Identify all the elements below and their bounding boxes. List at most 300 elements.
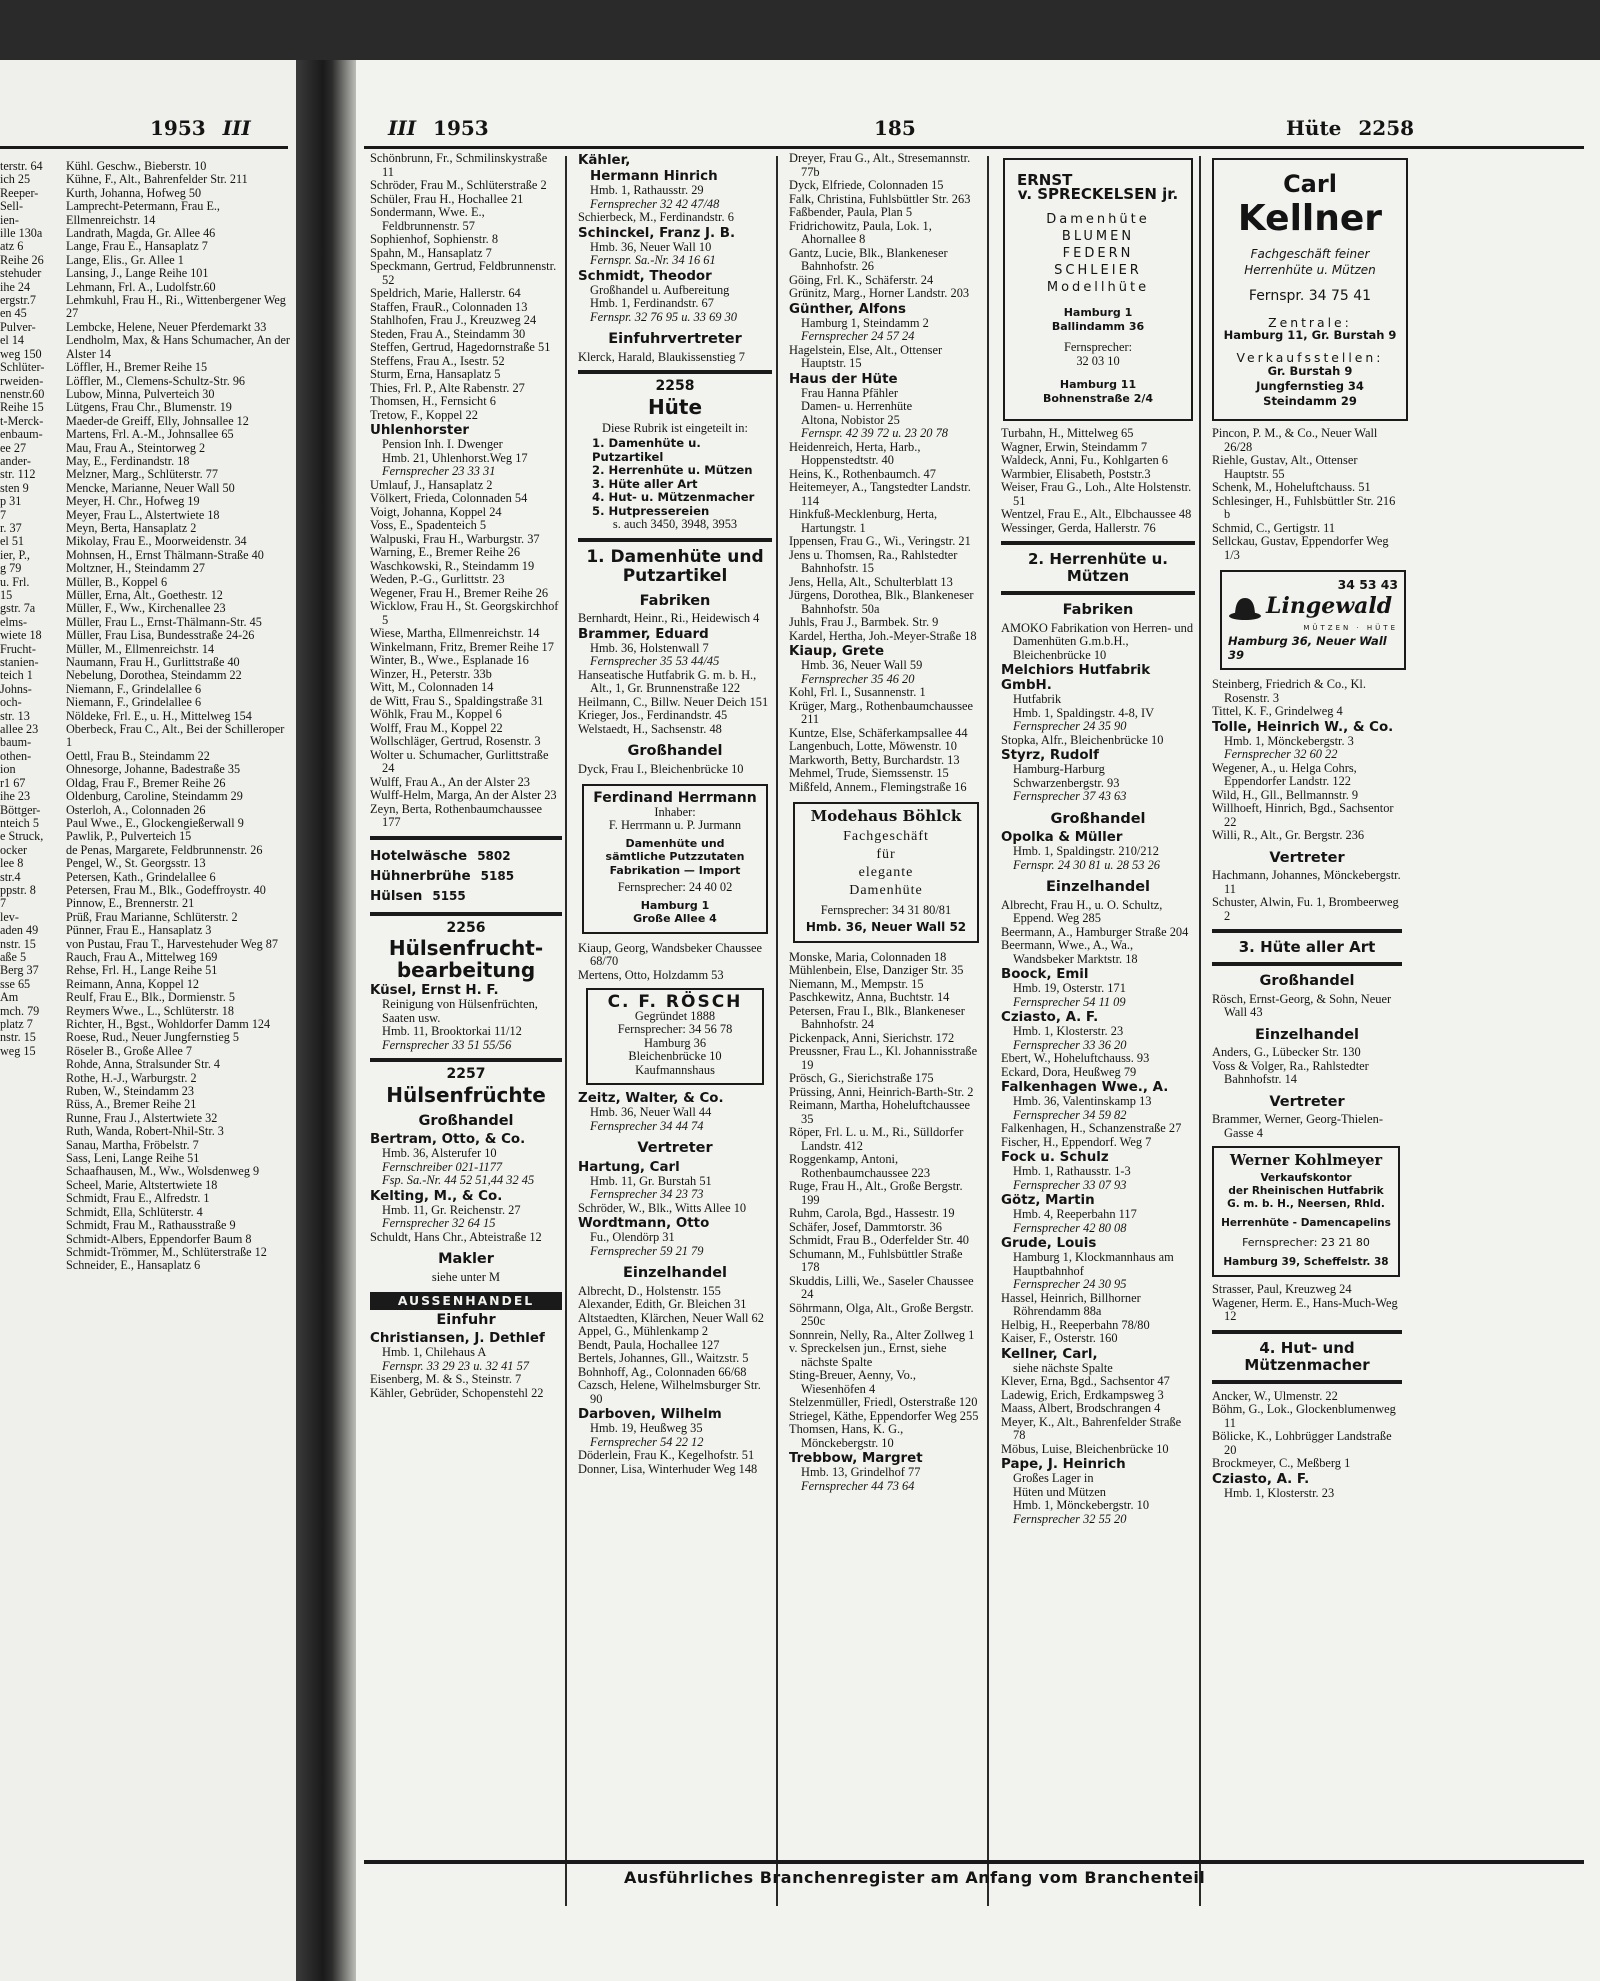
- listing-entry: Böhm, G., Lok., Glockenblumenweg 11: [1212, 1402, 1396, 1430]
- listing-line: Hamburg-Harburg: [1013, 762, 1105, 776]
- edge-fragment: ien-: [0, 212, 19, 227]
- listing-entry: Bohnhoff, Ag., Colonnaden 66/68: [578, 1364, 747, 1379]
- right-header-code: 2258: [1358, 116, 1415, 140]
- listing-phone: Fernsprecher 59 21 79: [590, 1243, 704, 1258]
- listing-entry: Wolff, Frau M., Koppel 22: [370, 720, 503, 735]
- listing-entry: Mikolay, Frau E., Moorweidenstr. 34: [66, 534, 247, 549]
- listing-name: Tolle, Heinrich W., & Co.: [1212, 719, 1394, 735]
- listing-line: Hmb. 1, Ferdinandstr. 67: [590, 296, 714, 310]
- edge-fragment: nteich 5: [0, 815, 39, 830]
- edge-fragment: othen-: [0, 748, 32, 763]
- left-header-roman: III: [222, 116, 251, 140]
- listing-entry: Pickenpack, Anni, Sierichstr. 172: [789, 1030, 955, 1045]
- listing-entry: Schmidt, Frau E., Alfredstr. 1: [66, 1191, 210, 1206]
- listing-entry: Bertels, Johannes, Gll., Waitzstr. 5: [578, 1351, 749, 1365]
- listing-entry: Krieger, Jos., Ferdinandstr. 45: [578, 708, 728, 722]
- listing-entry: Rehse, Frl. H., Lange Reihe 51: [66, 963, 218, 978]
- left-header-rule: [0, 146, 288, 149]
- listing-entry: Riehle, Gustav, Alt., Ottenser Hauptstr. 55: [1212, 453, 1358, 481]
- listing-entry: Stelzenmüller, Friedl, Osterstraße 120: [789, 1395, 978, 1409]
- rubric-reference: s. auch 3450, 3948, 3953: [612, 517, 738, 531]
- edge-fragment: Böttger-: [0, 802, 41, 817]
- listing-phone: Fernsprecher 32 55 20: [1013, 1511, 1127, 1526]
- edge-fragment: e Struck,: [0, 829, 44, 844]
- subsection-heading: Einfuhr: [436, 1311, 496, 1328]
- column-4: [1001, 152, 1195, 1526]
- listing-entry: Meyer, H. Chr., Hofweg 19: [66, 494, 200, 509]
- edge-fragment: str.4: [0, 869, 21, 884]
- listing-entry: Wollschläger, Gertrud, Rosenstr. 3: [370, 734, 541, 748]
- listing-entry: Rauch, Frau A., Mittelweg 169: [66, 949, 218, 964]
- listing-entry: Falk, Christina, Fuhlsbüttler Str. 263: [789, 191, 971, 206]
- edge-fragment: ander-: [0, 453, 31, 468]
- section-banner: AUSSENHANDEL: [370, 1292, 562, 1310]
- listing-entry: Heidenreich, Herta, Harb., Hoppenstedtstr. 40: [789, 439, 921, 467]
- listing-entry: Müller, Erna, Alt., Goethestr. 12: [66, 588, 223, 602]
- listing-entry: Pünner, Frau E., Hansaplatz 3: [66, 923, 212, 938]
- subsection-heading: Vertreter: [1269, 1093, 1345, 1110]
- subsection-title: 1. Damenhüte und Putzartikel: [586, 546, 764, 586]
- left-page-header: [150, 116, 251, 140]
- section-rule: [1001, 541, 1195, 545]
- section-rule: [1212, 962, 1402, 966]
- ad-line: Jungfernstieg 34: [1256, 379, 1364, 393]
- listing-entry: Voigt, Johanna, Koppel 24: [370, 504, 502, 519]
- listing-entry: Ancker, W., Ulmenstr. 22: [1212, 1388, 1338, 1403]
- ad-subtitle: Herrenhüte - Damencapelins: [1221, 1216, 1391, 1229]
- listing-entry: Nöldeke, Frl. E., u. H., Mittelweg 154: [66, 708, 252, 723]
- listing-entry: Oldag, Frau F., Bremer Reihe 26: [66, 775, 226, 790]
- listing-name: Styrz, Rudolf: [1001, 748, 1099, 763]
- listing-name: Kellner, Carl,: [1001, 1346, 1098, 1362]
- section-number: 2257: [446, 1066, 486, 1082]
- listing-entry: Kohl, Frl. I., Susannenstr. 1: [789, 685, 926, 699]
- section-rule: [578, 538, 772, 542]
- listing-entry: Albrecht, Frau H., u. O. Schultz, Eppend. Weg 285: [1001, 897, 1163, 925]
- listing-entry: Schmidt-Albers, Eppendorfer Baum 8: [66, 1231, 252, 1246]
- subsection-heading: Großhandel: [1050, 810, 1146, 827]
- column-2: [578, 152, 772, 1476]
- subsection-heading: Großhandel: [1259, 973, 1355, 989]
- listing-entry: Schenk, M., Hoheluftchauss. 51: [1212, 480, 1371, 494]
- listing-entry: v. Spreckelsen jun., Ernst, siehe nächste Spalte: [789, 1341, 947, 1369]
- listing-entry: Beermann, A., Hamburger Straße 204: [1001, 924, 1189, 939]
- edge-fragment: sten 9: [0, 480, 29, 495]
- ad-line: Fabrikation — Import: [609, 863, 741, 877]
- edge-fragment: Reihe 15: [0, 400, 44, 415]
- right-header-roman: III: [388, 116, 417, 140]
- listing-entry: Völkert, Frieda, Colonnaden 54: [370, 491, 528, 505]
- listing-entry: Schumann, M., Fuhlsbüttler Straße 178: [789, 1246, 963, 1274]
- listing-entry: Steffens, Frau A., Isestr. 52: [370, 353, 505, 368]
- listing-entry: Lamprecht-Petermann, Frau E., Ellmenreichstr. 14: [66, 199, 220, 227]
- listing-entry: Altstaedten, Klärchen, Neuer Wall 62: [578, 1310, 764, 1325]
- section-number: 2256: [446, 919, 486, 936]
- listing-entry: Möbus, Luise, Bleichenbrücke 10: [1001, 1441, 1169, 1456]
- listing-entry: Schäfer, Josef, Dammtorstr. 36: [789, 1219, 942, 1234]
- listing-entry: Willi, R., Alt., Gr. Bergstr. 236: [1212, 828, 1365, 842]
- column-rule: [565, 156, 567, 1906]
- ad-line: Damenhüte: [849, 882, 923, 898]
- listing-entry: Schröder, W., Blk., Witts Allee 10: [578, 1200, 747, 1215]
- listing-entry: Kühl. Geschw., Bieberstr. 10: [66, 159, 207, 173]
- edge-fragment: allee 23: [0, 722, 39, 737]
- listing-line: Hmb. 36, Neuer Wall 10: [590, 239, 712, 254]
- listing-entry: Sturm, Erna, Hansaplatz 5: [370, 367, 501, 381]
- subsection-heading: Großhandel: [418, 1112, 514, 1129]
- subsection-title: 4. Hut- und Mützenmacher: [1244, 1338, 1370, 1374]
- listing-entry: Thies, Frl. P., Alte Rabenstr. 27: [370, 380, 525, 395]
- listing-name: Hartung, Carl: [578, 1159, 680, 1175]
- listing-entry: Ohnesorge, Johanne, Badestraße 35: [66, 762, 241, 777]
- listing-entry: Hanseatische Hutfabrik G. m. b. H., Alt., 1, Gr. Brunnenstraße 122: [578, 667, 757, 695]
- listing-entry: Schlesinger, H., Fuhlsbüttler Str. 216 b: [1212, 493, 1396, 521]
- listing-entry: Falkenhagen, H., Schanzenstraße 27: [1001, 1121, 1182, 1135]
- right-header-year: 1953: [433, 116, 489, 140]
- listing-entry: Martens, Frl. A.-M., Johnsallee 65: [66, 427, 234, 442]
- edge-fragment: ion: [0, 762, 16, 777]
- listing-line: Hmb. 1, Rathausstr. 1-3: [1013, 1164, 1131, 1178]
- listing-entry: Schmidt-Trömmer, M., Schlüterstraße 12: [66, 1244, 267, 1259]
- listing-entry: Brockmeyer, C., Meßberg 1: [1212, 1456, 1351, 1470]
- listing-entry: de Penas, Margarete, Feldbrunnenstr. 26: [66, 842, 263, 857]
- listing-line: Hmb. 19, Osterstr. 171: [1013, 981, 1126, 995]
- ad-line: Fernsprecher: 34 56 78: [617, 1022, 733, 1036]
- listing-entry: Prösch, G., Sierichstraße 175: [789, 1071, 934, 1085]
- edge-fragment: str. 13: [0, 708, 30, 723]
- section-rule: [1001, 591, 1195, 595]
- subsection-title: 2. Herrenhüte u. Mützen: [1027, 550, 1169, 585]
- edge-fragment: r1 67: [0, 775, 26, 790]
- edge-fragment: p 31: [0, 494, 22, 509]
- listing-entry: Turbahn, H., Mittelweg 65: [1001, 426, 1134, 440]
- advertisement-lingewald: [1220, 570, 1406, 670]
- listing-entry: Alexander, Edith, Gr. Bleichen 31: [578, 1297, 747, 1311]
- listing-entry: Ruben, W., Steindamm 23: [66, 1084, 194, 1099]
- section-rule: [578, 370, 772, 374]
- listing-entry: Klerck, Harald, Blaukissenstieg 7: [578, 349, 745, 364]
- listing-entry: Schierbeck, M., Ferdinandstr. 6: [578, 210, 734, 224]
- footer-rule: [364, 1860, 1584, 1864]
- listing-entry: Voss, E., Spadenteich 5: [370, 518, 487, 532]
- listing-entry: Sass, Leni, Lange Reihe 51: [66, 1151, 200, 1166]
- listing-line: Hmb. 1, Mönckebergstr. 10: [1013, 1498, 1150, 1512]
- listing-line: Hmb. 1, Rathausstr. 29: [590, 183, 704, 197]
- listing-entry: Wulff-Helm, Marga, An der Alster 23: [370, 788, 557, 802]
- subsection-heading: Fabriken: [1062, 602, 1134, 618]
- listing-entry: Müller, Frau Lisa, Bundesstraße 24-26: [66, 628, 255, 643]
- listing-phone: Fernsprecher 35 53 44/45: [590, 654, 720, 668]
- listing-name: Kiaup, Grete: [789, 644, 885, 659]
- ad-line: Modellhüte: [1046, 280, 1150, 295]
- column-5: [1212, 152, 1412, 1500]
- listing-entry: Kardel, Hertha, Joh.-Meyer-Straße 18: [789, 628, 977, 643]
- listing-name: Götz, Martin: [1001, 1193, 1095, 1208]
- listing-entry: Röper, Frl. L. u. M., Ri., Sülldorfer Landstr. 412: [789, 1125, 964, 1153]
- ad-title: Kellner: [1237, 198, 1383, 239]
- listing-entry: Müller, Frau L., Ernst-Thälmann-Str. 45: [66, 614, 262, 629]
- advertisement-spreckelsen: [1003, 158, 1193, 421]
- listing-entry: Lehmkuhl, Frau H., Ri., Wittenbergener Weg 27: [66, 293, 286, 321]
- edge-fragment: ocker: [0, 842, 28, 857]
- ad-line: Inhaber:: [654, 804, 696, 819]
- listing-entry: Oettl, Frau B., Steindamm 22: [66, 748, 210, 763]
- column-rule: [1199, 156, 1201, 1906]
- listing-entry: Wiese, Martha, Ellmenreichstr. 14: [370, 626, 540, 640]
- listing-phone: Fernsprecher 44 73 64: [801, 1478, 915, 1493]
- section-title: Hülsenfrüchte: [386, 1082, 546, 1107]
- ad-phone: 32 03 10: [1076, 353, 1120, 368]
- listing-entry: Donner, Lisa, Winterhuder Weg 148: [578, 1461, 758, 1476]
- listing-entry: Reimann, Anna, Koppel 12: [66, 976, 200, 991]
- listing-entry: Dyck, Frau I., Bleichenbrücke 10: [578, 761, 744, 776]
- listing-entry: Skuddis, Lilli, We., Saseler Chaussee 24: [789, 1273, 974, 1301]
- ad-line: Bohnenstraße 2/4: [1042, 391, 1154, 405]
- listing-name: Küsel, Ernst H. F.: [370, 983, 499, 998]
- listing-entry: Oldenburg, Caroline, Steindamm 29: [66, 789, 243, 804]
- edge-fragment: stanien-: [0, 655, 39, 670]
- ad-phone: Fernsprecher: 34 31 80/81: [820, 902, 952, 917]
- listing-entry: Niemann, F., Grindelallee 6: [66, 681, 202, 696]
- section-rule: [1212, 1380, 1402, 1384]
- listing-phone: Fernspr. Sa.-Nr. 34 16 61: [590, 253, 716, 267]
- listing-name: Cziasto, A. F.: [1001, 1010, 1099, 1025]
- edge-fragment: rweiden-: [0, 373, 44, 388]
- listing-phone: Fernsprecher 33 51 55/56: [382, 1037, 512, 1052]
- advertisement-kellner: [1212, 158, 1408, 421]
- listing-phone: Fernsprecher 34 59 82: [1013, 1107, 1127, 1122]
- listing-entry: Steinberg, Friedrich & Co., Kl. Rosenstr. 3: [1212, 677, 1366, 705]
- listing-entry: Preussner, Frau L., Kl. Johannisstraße 19: [789, 1044, 978, 1072]
- subsection-heading: Einzelhandel: [1254, 1026, 1360, 1043]
- listing-entry: Wentzel, Frau E., Alt., Elbchaussee 48: [1001, 507, 1192, 521]
- listing-line: Schwarzenbergstr. 93: [1013, 775, 1120, 790]
- listing-name: Bertram, Otto, & Co.: [370, 1132, 526, 1147]
- ad-title: Ferdinand Herrmann: [593, 790, 757, 806]
- listing-entry: Lansing, J., Lange Reihe 101: [66, 266, 209, 281]
- listing-line: Hmb. 19, Heußweg 35: [590, 1421, 703, 1435]
- listing-entry: Reulf, Frau E., Blk., Dormienstr. 5: [66, 990, 235, 1005]
- listing-entry: Rüss, A., Bremer Reihe 21: [66, 1097, 197, 1112]
- section-rule: [370, 1058, 562, 1062]
- listing-line: Altona, Nobistor 25: [801, 412, 900, 427]
- listing-entry: Meyn, Berta, Hansaplatz 2: [66, 520, 197, 535]
- listing-entry: Nebelung, Dorothea, Steindamm 22: [66, 668, 242, 683]
- listing-entry: Mühlenbein, Else, Danziger Str. 35: [789, 963, 964, 977]
- listing-entry: Strasser, Paul, Kreuzweg 24: [1212, 1282, 1352, 1296]
- listing-entry: Grünitz, Marg., Horner Landstr. 203: [789, 286, 970, 300]
- ad-address: Hamburg 11, Gr. Burstah 9: [1223, 328, 1397, 342]
- listing-entry: Fridrichowitz, Paula, Lok. 1, Ahornallee 8: [789, 218, 932, 246]
- listing-line: Hmb. 36, Holstenwall 7: [590, 640, 709, 655]
- ad-line: Gr. Burstah 9: [1267, 364, 1353, 378]
- listing-name: Kelting, M., & Co.: [370, 1188, 503, 1204]
- listing-entry: Wagner, Erwin, Steindamm 7: [1001, 439, 1148, 454]
- ad-title: ERNST: [1017, 171, 1073, 189]
- listing-entry: Bölicke, K., Lohbrügger Landstraße 20: [1212, 1429, 1392, 1457]
- edge-fragment: ee 27: [0, 440, 27, 455]
- listing-entry: Witt, M., Colonnaden 14: [370, 680, 494, 694]
- subsection-title: 3. Hüte aller Art: [1238, 938, 1376, 956]
- listing-phone: Fernsprecher 33 36 20: [1013, 1037, 1127, 1052]
- listing-entry: Pinnow, E., Brennerstr. 21: [66, 896, 195, 911]
- listing-line: Pension Inh. I. Dwenger: [382, 437, 503, 451]
- listing-phone: Fernsprecher 35 46 20: [801, 671, 915, 686]
- listing-line: Fu., Olendörp 31: [590, 1230, 675, 1244]
- hat-icon: [1228, 592, 1262, 622]
- listing-entry: Mohnsen, H., Ernst Thälmann-Straße 40: [66, 547, 264, 562]
- ad-line: Hamburg 11: [1059, 378, 1137, 391]
- advertisement-kohlmeyer: [1212, 1146, 1400, 1277]
- listing-entry: Wöhlk, Frau M., Koppel 6: [370, 707, 502, 721]
- page-number: 185: [874, 116, 916, 140]
- listing-entry: Monske, Maria, Colonnaden 18: [789, 949, 947, 964]
- listing-entry: Weiser, Frau G., Loh., Alte Holstenstr. 51: [1001, 480, 1192, 508]
- listing-entry: Hassel, Heinrich, Billhorner Röhrendamm 88a: [1001, 1290, 1141, 1318]
- listing-phone: Fernsprecher 42 80 08: [1013, 1220, 1127, 1235]
- edge-fragment: gstr. 7a: [0, 601, 36, 616]
- listing-phone: Fernschreiber 021-1177: [382, 1159, 503, 1174]
- listing-entry: Schmidt, Frau B., Oderfelder Str. 40: [789, 1233, 969, 1247]
- listing-entry: Juhls, Frau J., Barmbek. Str. 9: [789, 615, 939, 629]
- left-header-year: 1953: [150, 116, 206, 140]
- ad-line: Herrenhüte u. Mützen: [1244, 263, 1376, 277]
- edge-fragment: enbaum-: [0, 427, 43, 442]
- listing-entry: Sondermann, Wwe. E., Feldbrunnenstr. 57: [370, 205, 485, 233]
- column-1: [370, 152, 562, 1400]
- listing-phone: Fernsprecher 32 60 22: [1224, 747, 1338, 761]
- edge-fragment: el 14: [0, 333, 25, 348]
- listing-phone: Fsp. Sa.-Nr. 44 52 51,44 32 45: [382, 1173, 535, 1187]
- listing-entry: Paschkewitz, Anna, Buchtstr. 14: [789, 990, 950, 1004]
- listing-entry: Meyer, K., Alt., Bahrenfelder Straße 78: [1001, 1414, 1182, 1442]
- reference-label: Hülsen: [370, 887, 423, 904]
- listing-entry: Scheel, Marie, Altstertwiete 18: [66, 1177, 218, 1192]
- edge-fragment: Sell-: [0, 199, 24, 214]
- edge-fragment: platz 7: [0, 1017, 33, 1031]
- edge-fragment: Berg 37: [0, 963, 39, 978]
- right-header-left: [388, 116, 489, 140]
- ad-line: Damenhüte: [1046, 212, 1150, 227]
- edge-fragment: t-Merck-: [0, 413, 44, 428]
- listing-entry: Gantz, Lucie, Blk., Blankeneser Bahnhofstr. 26: [789, 245, 948, 273]
- listing-entry: Cazsch, Helene, Wilhelmsburger Str. 90: [578, 1378, 761, 1406]
- section-rule: [1212, 1330, 1402, 1334]
- right-header-rule: [364, 146, 1584, 149]
- edge-fragment: Frucht-: [0, 641, 36, 656]
- edge-fragment: en 45: [0, 306, 27, 321]
- section-title: Hülsenfrucht-bearbeitung: [388, 936, 544, 982]
- listing-entry: Speckmann, Gertrud, Feldbrunnenstr. 52: [370, 259, 557, 287]
- listing-phone: Fernspr. 33 29 23 u. 32 41 57: [382, 1358, 529, 1373]
- listing-entry: Oberbeck, Frau C., Alt., Bei der Schilleroper 1: [66, 722, 285, 750]
- listing-entry: Roese, Rud., Neuer Jungfernstieg 5: [66, 1030, 239, 1045]
- ad-label: Zentrale:: [1268, 314, 1352, 330]
- listing-line: Hmb. 1, Spaldingstr. 4-8, IV: [1013, 705, 1155, 720]
- listing-entry: Sanau, Martha, Fröbelstr. 7: [66, 1137, 199, 1152]
- listing-entry: Niemann, M., Mempstr. 15: [789, 976, 924, 991]
- listing-name: Opolka & Müller: [1001, 830, 1123, 845]
- subsection-heading: Vertreter: [1269, 849, 1345, 866]
- listing-entry: Ruge, Frau H., Alt., Große Bergstr. 199: [789, 1179, 963, 1207]
- listing-entry: Kähler, Gebrüder, Schopenstehl 22: [370, 1385, 544, 1400]
- listing-entry: Wolter u. Schumacher, Gurlittstraße 24: [370, 747, 549, 775]
- rubric-item: 3. Hüte aller Art: [592, 476, 698, 491]
- edge-fragment: ier, P.,: [0, 547, 30, 562]
- listing-entry: Beermann, Wwe., A., Wa., Wandsbeker Marktstr. 18: [1001, 938, 1138, 966]
- listing-line: Hmb. 1, Mönckebergstr. 3: [1224, 733, 1354, 748]
- ad-line: Bleichenbrücke 10: [628, 1049, 722, 1063]
- listing-entry: Pengel, W., St. Georgsstr. 13: [66, 856, 206, 871]
- listing-line: Hamburg 1, Klockmannhaus am Hauptbahnhof: [1013, 1250, 1174, 1278]
- listing-entry: Prüssing, Anni, Heinrich-Barth-Str. 2: [789, 1084, 974, 1099]
- edge-fragment: Johns-: [0, 681, 32, 696]
- listing-entry: Sellckau, Gustav, Eppendorfer Weg 1/3: [1212, 534, 1389, 562]
- listing-entry: Steden, Frau A., Steindamm 30: [370, 326, 526, 341]
- listing-phone: Fernspr. 24 30 81 u. 28 53 26: [1013, 857, 1160, 872]
- edge-fragment: atz 6: [0, 239, 24, 254]
- listing-entry: Mertens, Otto, Holzdamm 53: [578, 967, 724, 982]
- column-3: [789, 152, 983, 1493]
- listing-line: Hmb. 36, Neuer Wall 44: [590, 1105, 712, 1119]
- listing-name: Hermann Hinrich: [590, 169, 718, 184]
- cross-reference: siehe nächste Spalte: [1013, 1360, 1113, 1375]
- listing-entry: Stopka, Alfr., Bleichenbrücke 10: [1001, 732, 1164, 747]
- listing-name: Falkenhagen Wwe., A.: [1001, 1080, 1169, 1095]
- listing-line: Hmb. 1, Spaldingstr. 210/212: [1013, 844, 1159, 858]
- edge-fragment: nenstr.60: [0, 386, 45, 401]
- listing-line: Hmb. 13, Grindelhof 77: [801, 1465, 921, 1479]
- listing-entry: Löffler, M., Clemens-Schultz-Str. 96: [66, 373, 246, 388]
- ad-line: Kaufmannshaus: [635, 1062, 715, 1077]
- listing-entry: AMOKO Fabrikation von Herren- und Damenhüten G.m.b.H., Bleichenbrücke 10: [1001, 620, 1194, 662]
- listing-entry: Petersen, Kath., Grindelallee 6: [66, 869, 216, 884]
- listing-name: Pape, J. Heinrich: [1001, 1457, 1126, 1472]
- listing-phone: Fernsprecher 34 44 74: [590, 1118, 704, 1133]
- listing-phone: Fernsprecher 34 23 73: [590, 1187, 704, 1201]
- listing-entry: Pincon, P. M., & Co., Neuer Wall 26/28: [1212, 426, 1378, 454]
- rubric-item: 1. Damenhüte u. Putzartikel: [592, 436, 701, 464]
- advertisement-boehlck: [793, 802, 979, 943]
- edge-fragment: el 51: [0, 534, 25, 549]
- listing-entry: Dyck, Elfriede, Colonnaden 15: [789, 178, 944, 192]
- edge-fragment: terstr. 64: [0, 160, 43, 173]
- listing-entry: Kaiser, F., Osterstr. 160: [1001, 1331, 1118, 1345]
- edge-fragment: weg 15: [0, 1043, 36, 1058]
- listing-entry: Heins, K., Rothenbaumch. 47: [789, 466, 936, 481]
- edge-fragment: 15: [0, 588, 13, 602]
- left-page: [0, 60, 296, 1981]
- listing-entry: Willhoeft, Hinrich, Bgd., Sachsentor 22: [1212, 801, 1394, 829]
- listing-entry: Ippensen, Frau G., Wi., Veringstr. 21: [789, 534, 971, 548]
- listing-entry: Wessinger, Gerda, Hallerstr. 76: [1001, 520, 1156, 535]
- edge-fragment: stehuder: [0, 266, 42, 281]
- listing-entry: Anders, G., Lübecker Str. 130: [1212, 1045, 1361, 1059]
- listing-entry: Melzner, Marg., Schlüterstr. 77: [66, 467, 218, 482]
- listing-entry: Lange, Frau E., Hansaplatz 7: [66, 239, 208, 254]
- listing-name: Fock u. Schulz: [1001, 1150, 1109, 1165]
- edge-fragment: Pulver-: [0, 319, 36, 334]
- listing-entry: Krüger, Marg., Rothenbaumchaussee 211: [789, 698, 974, 726]
- subsection-heading: Einfuhrvertreter: [608, 331, 742, 347]
- section-rule: [1212, 929, 1402, 933]
- listing-entry: Kühne, F., Alt., Bahrenfelder Str. 211: [66, 172, 248, 187]
- listing-entry: Reimann, Martha, Hoheluftchaussee 35: [789, 1098, 970, 1126]
- listing-entry: Tretow, F., Koppel 22: [370, 407, 478, 422]
- listing-entry: Ruth, Wanda, Robert-Nhil-Str. 3: [66, 1124, 224, 1139]
- subsection-heading: Einzelhandel: [622, 1265, 728, 1281]
- book-gutter: [296, 60, 356, 1981]
